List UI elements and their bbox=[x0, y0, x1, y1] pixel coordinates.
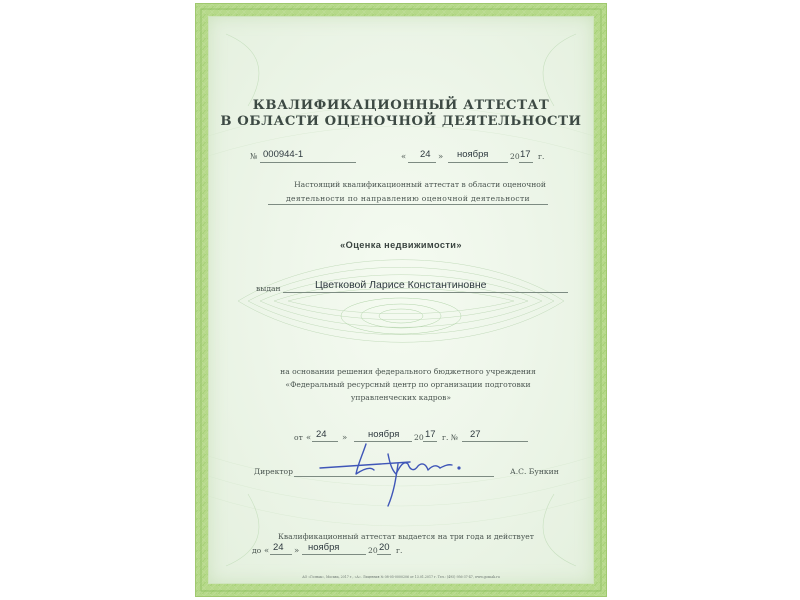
issued-to-label: выдан bbox=[256, 284, 281, 293]
issue-year-suffix: 17 bbox=[520, 149, 531, 160]
valid-day: 24 bbox=[273, 542, 284, 553]
valid-year-suffix: 20 bbox=[379, 542, 390, 553]
basis-line-3: управленческих кадров» bbox=[350, 393, 452, 402]
decision-quote-open: « bbox=[306, 433, 312, 443]
decision-day: 24 bbox=[316, 429, 327, 440]
issue-year-prefix: 20 bbox=[510, 152, 520, 161]
certificate-number: 000944-1 bbox=[263, 149, 304, 160]
issue-month-underline bbox=[448, 162, 508, 163]
issued-to-name: Цветковой Ларисе Константиновне bbox=[315, 279, 487, 291]
valid-year-underline bbox=[377, 554, 391, 555]
valid-month: ноября bbox=[308, 542, 340, 553]
issue-quote-open: « bbox=[401, 152, 407, 162]
intro-line-1: Настоящий квалификационный аттестат в области оценочной bbox=[294, 180, 546, 189]
decision-number: 27 bbox=[470, 429, 481, 440]
issue-year-unit: г. bbox=[538, 152, 545, 161]
number-prefix: № bbox=[250, 152, 258, 161]
issue-month: ноября bbox=[457, 149, 489, 160]
validity-line: Квалификационный аттестат выдается на три года и действует bbox=[278, 532, 534, 541]
decision-year-suffix: 17 bbox=[425, 429, 436, 440]
intro-underline bbox=[268, 204, 548, 205]
decision-month: ноября bbox=[368, 429, 400, 440]
issue-quote-close: » bbox=[438, 152, 444, 162]
direction: «Оценка недвижимости» bbox=[340, 240, 462, 250]
title-line-1: КВАЛИФИКАЦИОННЫЙ АТТЕСТАТ bbox=[252, 98, 550, 113]
director-label: Директор bbox=[254, 467, 293, 476]
issue-day-underline bbox=[408, 162, 436, 163]
issue-day: 24 bbox=[420, 149, 431, 160]
issue-year-underline bbox=[519, 162, 533, 163]
number-underline bbox=[260, 162, 356, 163]
valid-day-underline bbox=[270, 554, 292, 555]
decision-from-label: от bbox=[294, 433, 303, 442]
director-signature bbox=[318, 434, 478, 514]
certificate-frame bbox=[196, 4, 606, 596]
director-name: А.С. Бункин bbox=[510, 467, 559, 476]
issued-to-underline bbox=[283, 292, 568, 293]
decision-year-prefix: 20 bbox=[414, 433, 424, 442]
valid-until-label: до bbox=[252, 546, 262, 555]
certificate-paper bbox=[208, 16, 594, 584]
decision-quote-close: » bbox=[342, 433, 348, 443]
title-line-2: В ОБЛАСТИ ОЦЕНОЧНОЙ ДЕЯТЕЛЬНОСТИ bbox=[220, 114, 582, 129]
valid-quote-close: » bbox=[294, 546, 300, 556]
valid-quote-open: « bbox=[264, 546, 270, 556]
valid-month-underline bbox=[302, 554, 366, 555]
intro-line-2: деятельности по направлению оценочной деятельности bbox=[286, 194, 530, 203]
printer-note: АО «Гознак», Москва, 2017 г., «А». Лицензия № 08-05-0000206 от 13.01.2017 г. Тел.: (495) 956-37-47, www.goznak.ru bbox=[302, 575, 500, 579]
basis-line-1: на основании решения федерального бюджетного учреждения bbox=[280, 367, 536, 376]
valid-year-unit: г. bbox=[396, 546, 403, 555]
basis-line-2: «Федеральный ресурсный центр по организации подготовки bbox=[285, 380, 531, 389]
valid-year-prefix: 20 bbox=[368, 546, 378, 555]
decision-year-unit: г. № bbox=[442, 433, 458, 442]
